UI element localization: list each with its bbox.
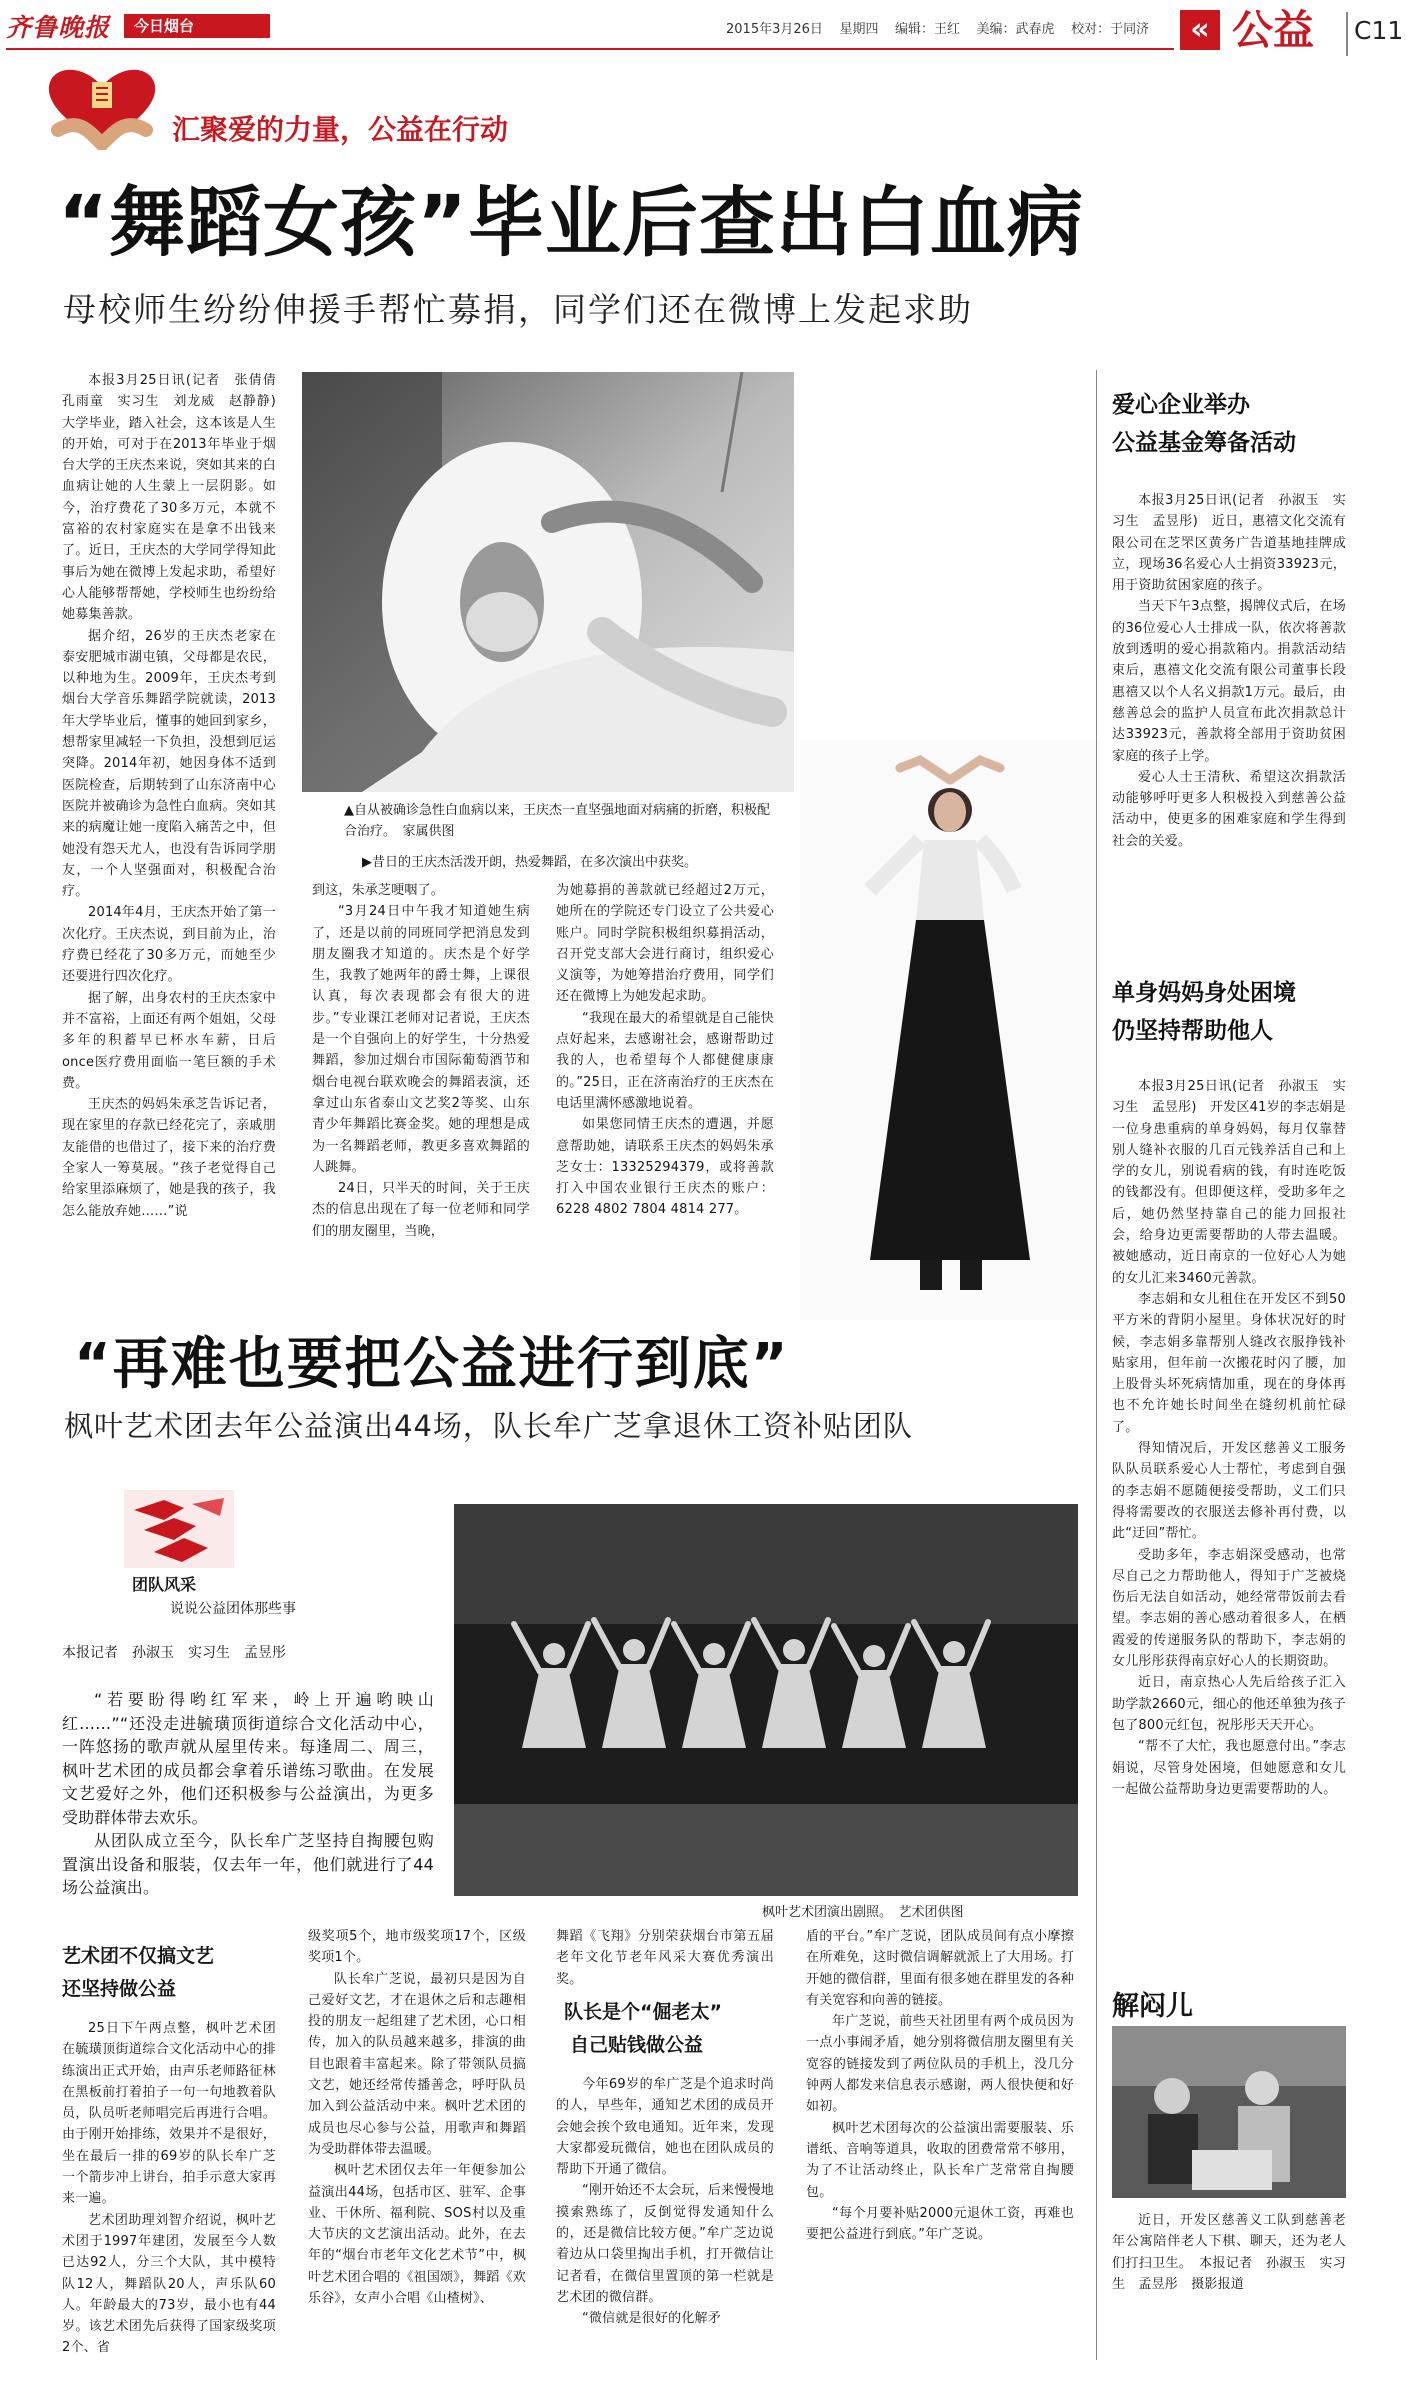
- paragraph: “微信就是很好的化解矛: [582, 2311, 721, 2327]
- paragraph: “帮不了大忙，我也愿意付出。”李志娟说，尽管身处困境，但她愿意和女儿一起做公益帮助身边更需要帮助的人。: [1112, 1739, 1346, 1797]
- photo-caption-1: ▲自从被确诊急性白血病以来，王庆杰一直坚强地面对病痛的折磨，积极配合治疗。 家属供图: [344, 803, 770, 839]
- paragraph: “刚开始还不太会玩，后来慢慢地摸索熟练了，反倒觉得发通知什么的，还是微信比较方便。”牟广芝边说着边从口袋里掏出手机，打开微信让记者看，在微信里置顶的第一栏就是艺术团的微信群。: [556, 2183, 774, 2305]
- story2-column-3: [556, 2074, 774, 2330]
- paragraph: 到这，朱承芝哽咽了。: [312, 883, 445, 898]
- story2-lead: [62, 1688, 434, 1900]
- story2-sub2-line2: 自己贴钱做公益: [570, 2034, 704, 2056]
- story2-column-1: [62, 2018, 276, 2359]
- masthead-logo: 齐鲁晚报: [6, 13, 111, 42]
- paragraph: 年广芝说，前些天社团里有两个成员因为一点小事闹矛盾，她分别将微信朋友圈里有关宽容的链接发到了两位队员的手机上，没几分钟两人都发来信息表示感谢，两人很快便和好如初。: [806, 2014, 1074, 2115]
- story2-sub1: [62, 1940, 214, 2006]
- side2-headline: [1112, 974, 1296, 1050]
- story2-column-4: [806, 1926, 1074, 2245]
- paragraph: 本报3月25日讯(记者 孙淑玉 实习生 孟昱彤) 开发区41岁的李志娟是一位身患重病的单身妈妈，每月仅靠替别人缝补衣服的几百元钱养活自己和上学的女儿，别说看病的钱，有时连吃饭的钱都没有。但即便这样，受助多年之后，她仍然坚持靠自己的能力回报社会，给身边更需要帮助的人带去温暖。被她感动，近日南京的一位好心人为她的女儿汇来3460元善款。: [1112, 1079, 1346, 1286]
- paragraph: 爱心人士王清秋、希望这次捐款活动能够呼吁更多人积极投入到慈善公益活动中，使更多的困难家庭和学生得到社会的关爱。: [1112, 769, 1346, 849]
- paragraph: 今年69岁的牟广芝是个追求时尚的人，早些年，通知艺术团的成员开会她会挨个致电通知。近年来，发现大家都爱玩微信，她也在团队成员的帮助下开通了微信。: [556, 2077, 774, 2178]
- paragraph: 为她募捐的善款就已经超过2万元，她所在的学院还专门设立了公共爱心账户。同时学院积极组织募捐活动，召开党支部大会进行商讨，组织爱心义演等，为她筹措治疗费用，同学们还在微博上为她发起求助。: [556, 883, 774, 1005]
- paragraph: 得知情况后，开发区慈善义工服务队队员联系爱心人士帮忙，考虑到自强的李志娟不愿随便接受帮助，义工们只得将需要改的衣服送去修补再付费，以此“迂回”帮忙。: [1112, 1441, 1346, 1542]
- header-divider: [1346, 12, 1348, 56]
- section-title: 公益: [1232, 6, 1314, 54]
- story2-sub2: [564, 1996, 722, 2062]
- header-weekday: 星期四: [839, 22, 879, 37]
- paragraph: 盾的平台。”牟广芝说，团队成员间有点小摩擦在所难免，这时微信调解就派上了大用场。打开她的微信群，里面有很多她在群里发的各种有关宽容和向善的链接。: [806, 1929, 1074, 2008]
- story2-sub2-line1: 队长是个“倔老太”: [564, 2001, 722, 2023]
- paragraph: “若要盼得哟红军来，岭上开遍哟映山红……”“还没走进毓璜顶街道综合文化活动中心，一阵悠扬的歌声就从屋里传来。每逢周二、周三，枫叶艺术团的成员都会拿着乐谱练习歌曲。在发展文艺爱好之外，他们还积极参与公益演出，为更多受助群体带去欢乐。: [62, 1690, 434, 1827]
- paragraph: 近日，开发区慈善义工队到慈善老年公寓陪伴老人下棋、聊天，还为老人们打扫卫生。 本报记者 孙淑玉 实习生 孟昱彤 摄影报道: [1112, 2213, 1346, 2292]
- story2-headline: “再难也要把公益进行到底”: [74, 1332, 790, 1397]
- header-rule: [6, 48, 1174, 50]
- paragraph: 王庆杰的妈妈朱承芝告诉记者，现在家里的存款已经花完了，亲戚朋友能借的也借过了，接下来的治疗费全家人一筹莫展。“孩子老觉得自己给家里添麻烦了，她是我的孩子，我怎么能放弃她……”说: [62, 1097, 276, 1219]
- paragraph: 舞蹈《飞翔》分别荣获烟台市第五届老年文化节老年风采大赛优秀演出奖。: [556, 1929, 774, 1987]
- header-date: 2015年3月26日: [726, 22, 823, 37]
- side1-body: [1112, 490, 1346, 852]
- side2-headline-line1: 单身妈妈身处困境: [1112, 980, 1296, 1006]
- side1-headline-line2: 公益基金筹备活动: [1112, 430, 1296, 456]
- paragraph: 当天下午3点整，揭牌仪式后，在场的36位爱心人士排成一队，依次将善款放到透明的爱心捐款箱内。捐款活动结束后，惠禧文化交流有限公司董事长段惠禧又以个人名义捐款1万元。最后，由慈善总会的监护人员宣布此次捐款总计达33923元，善款将全部用于资助贫困家庭的孩子上学。: [1112, 599, 1346, 764]
- side3-photo: [1112, 2026, 1346, 2198]
- paragraph: 2014年4月，王庆杰开始了第一次化疗。王庆杰说，到目前为止，治疗费已经花了30多万元，而她至少还要进行四次化疗。: [62, 905, 276, 985]
- troupe-photo: [454, 1504, 1078, 1896]
- story1-column-2: [312, 880, 530, 1242]
- paragraph: 本报3月25日讯(记者 张倩倩 孔雨童 实习生 刘龙威 赵静静) 大学毕业，踏入社会，这本该是人生的开始，可对于在2013年毕业于烟台大学的王庆杰来说，突如其来的白血病让她的人生蒙上一层阴影。如今，治疗费花了30多万元，本就不富裕的农村家庭实在是拿不出钱来了。近日，王庆杰的大学同学得知此事后为她在微博上发起求助，希望好心人能够帮帮她，学校师生也纷纷给她募集善款。: [62, 373, 290, 623]
- story2-subhead: 枫叶艺术团去年公益演出44场，队长牟广芝拿退休工资补贴团队: [64, 1409, 913, 1443]
- story2-sub1-line2: 还坚持做公益: [62, 1978, 177, 2000]
- dancer-photo: [800, 740, 1100, 1320]
- page-number: C11: [1354, 16, 1404, 45]
- paragraph: 队长牟广芝说，最初只是因为自己爱好文艺，才在退休之后和志趣相投的朋友一起组建了艺术团，心口相传，加入的队员越来越多，排演的曲目也跟着丰富起来。除了带领队员搞文艺，她还经常传播善念，呼吁队员加入到公益活动中来。枫叶艺术团的成员也尽心参与公益，用歌声和舞蹈为受助群体带去温暖。: [308, 1971, 526, 2157]
- paragraph: 25日下午两点整，枫叶艺术团在毓璜顶街道综合文化活动中心的排练演出正式开始，由声乐老师路征林在黑板前打着拍子一句一句地教着队员，队员听老师唱完后再进行合唱。由于刚开始排练，效果并不是很好，坐在最后一排的69岁的队长牟广芝一个箭步冲上讲台，拍手示意大家再来一遍。: [62, 2021, 276, 2207]
- paragraph: 如果您同情王庆杰的遭遇，并愿意帮助她，请联系王庆杰的妈妈朱承芝女士：13325294379，或将善款打入中国农业银行王庆杰的账户：6228 4802 7804 4814 277。: [556, 1117, 774, 1218]
- chevron-left-icon: «: [1180, 10, 1220, 50]
- story2-column-3-top: [556, 1926, 774, 1990]
- paragraph: 李志娟和女儿租住在开发区不到50平方米的背阴小屋里。身体状况好的时候，李志娟多靠帮别人缝改衣服挣钱补贴家用，但年前一次搬花时闪了腰，加上股骨头坏死病情加重，现在的身体再也不允许她长时间坐在缝纫机前忙碌了。: [1112, 1291, 1346, 1435]
- hospital-photo: [302, 372, 794, 792]
- paragraph: “3月24日中午我才知道她生病了，还是以前的同班同学把消息发到朋友圈我才知道的。庆杰是个好学生，我教了她两年的爵士舞，上课很认真，每次表现都会有很大的进步。”专业课江老师对记者说，王庆杰是一个自强向上的好学生，十分热爱舞蹈，参加过烟台市国际葡萄酒节和烟台电视台联欢晚会的舞蹈表演，还拿过山东省泰山文艺奖2等奖、山东青少年舞蹈比赛金奖。她的理想是成为一名舞蹈老师，教更多喜欢舞蹈的人跳舞。: [312, 904, 530, 1175]
- story1-subhead: 母校师生纷纷伸援手帮忙募捐，同学们还在微博上发起求助: [63, 290, 973, 329]
- header-info: [726, 18, 1149, 37]
- paragraph: 近日，南京热心人先后给孩子汇入助学款2660元，细心的他还单独为孩子包了800元红包，祝彤彤天天开心。: [1112, 1675, 1346, 1733]
- photo-caption-2: ▶昔日的王庆杰活泼开朗，热爱舞蹈，在多次演出中获奖。: [362, 855, 697, 870]
- paragraph: “每个月要补贴2000元退休工资，再难也要把公益进行到底。”年广芝说。: [806, 2205, 1074, 2243]
- troupe-photo-caption: 枫叶艺术团演出剧照。 艺术团供图: [762, 1905, 964, 1920]
- story1-headline: “舞蹈女孩”毕业后查出白血病: [58, 178, 1084, 267]
- banner-slogan: 汇聚爱的力量，公益在行动: [172, 113, 509, 146]
- paragraph: “我现在最大的希望就是自己能快点好起来，去感谢社会，感谢帮助过我的人，也希望每个人都健健康康的。”25日，正在济南治疗的王庆杰在电话里满怀感激地说着。: [556, 1010, 774, 1111]
- paragraph: 枫叶艺术团仅去年一年便参加公益演出44场，包括市区、驻军、企事业、干休所、福利院、SOS村以及重大节庆的文艺演出活动。此外，在去年的“烟台市老年文化艺术节”中，枫叶艺术团合唱的《祖国颂》，舞蹈《欢乐谷》，女声小合唱《山楂树》、: [308, 2163, 526, 2307]
- side1-headline-line1: 爱心企业举办: [1112, 392, 1250, 418]
- heart-hands-icon: [38, 60, 166, 150]
- side3-headline: 解闷儿: [1112, 1991, 1193, 2022]
- team-logo-subtitle: 说说公益团体那些事: [170, 1601, 296, 1617]
- header-proofreader: 校对：于同济: [1071, 22, 1150, 37]
- paragraph: 级奖项5个，地市级奖项17个，区级奖项1个。: [308, 1929, 526, 1966]
- paragraph: 枫叶艺术团每次的公益演出需要服装、乐谱纸、音响等道具，收取的团费常常不够用，为了不让活动终止，队长牟广芝常常自掏腰包。: [806, 2120, 1074, 2200]
- paragraph: 从团队成立至今，队长牟广芝坚持自掏腰包购置演出设备和服装，仅去年一年，他们就进行了44场公益演出。: [62, 1831, 434, 1897]
- sidebar-divider: [1096, 370, 1097, 2360]
- story1-column-1: [62, 370, 290, 1222]
- paragraph: 24日，只半天的时间，关于王庆杰的信息出现在了每一位老师和同学们的朋友圈里，当晚，: [312, 1181, 530, 1239]
- edition-label: 今日烟台: [124, 14, 270, 38]
- paragraph: 据了解，出身农村的王庆杰家中并不富裕，上面还有两个姐姐，父母多年的积蓄早已杯水车薪，日后once医疗费用面临一笔巨额的手术费。: [62, 990, 276, 1091]
- side3-caption: [1112, 2210, 1346, 2295]
- team-logo-icon: [124, 1490, 234, 1568]
- story2-byline: 本报记者 孙淑玉 实习生 孟昱彤: [62, 1645, 286, 1661]
- side2-headline-line2: 仍坚持帮助他人: [1112, 1018, 1273, 1044]
- side1-headline: [1112, 386, 1296, 462]
- header-designer: 美编：武春虎: [976, 22, 1055, 37]
- header-editor: 编辑：王红: [894, 22, 960, 37]
- side2-body: [1112, 1076, 1346, 1800]
- paragraph: 本报3月25日讯(记者 孙淑玉 实习生 孟昱彤) 近日，惠禧文化交流有限公司在芝罘区黄务广告道基地挂牌成立，现场36名爱心人士捐资33923元，用于资助贫困家庭的孩子。: [1112, 493, 1346, 594]
- paragraph: 艺术团助理刘智介绍说，枫叶艺术团于1997年建团，发展至今人数已达92人，分三个大队，其中模特队12人，舞蹈队20人，声乐队60人。年龄最大的73岁，最小也有44岁。该艺术团先后获得了国家级奖项2个、省: [62, 2212, 276, 2356]
- paragraph: 据介绍，26岁的王庆杰老家在泰安肥城市湖屯镇，父母都是农民，以种地为生。2009年，王庆杰考到烟台大学音乐舞蹈学院就读，2013年大学毕业后，懂事的她回到家乡，想帮家里减轻一下负担，没想到厄运突降。2014年初，她因身体不适到医院检查，后期转到了山东济南中心医院并被确诊为急性白血病。突如其来的病魔让她一度陷入痛苦之中，但她没有怨天尤人，也没有告诉同学朋友，一个人坚强面对，积极配合治疗。: [62, 628, 276, 900]
- story2-sub1-line1: 艺术团不仅搞文艺: [62, 1945, 215, 1967]
- story2-column-2: [308, 1926, 526, 2309]
- paragraph: 受助多年，李志娟深受感动，也常尽自己之力帮助他人，得知于广芝被烧伤后无法自如活动，她经常带饭前去看望。李志娟的善心感动着很多人，在栖霞爱的传递服务队的帮助下，李志娟的女儿彤彤获得南京好心人的长期资助。: [1112, 1547, 1346, 1670]
- team-logo-title: 团队风采: [132, 1575, 197, 1594]
- story1-column-3: [556, 880, 774, 1221]
